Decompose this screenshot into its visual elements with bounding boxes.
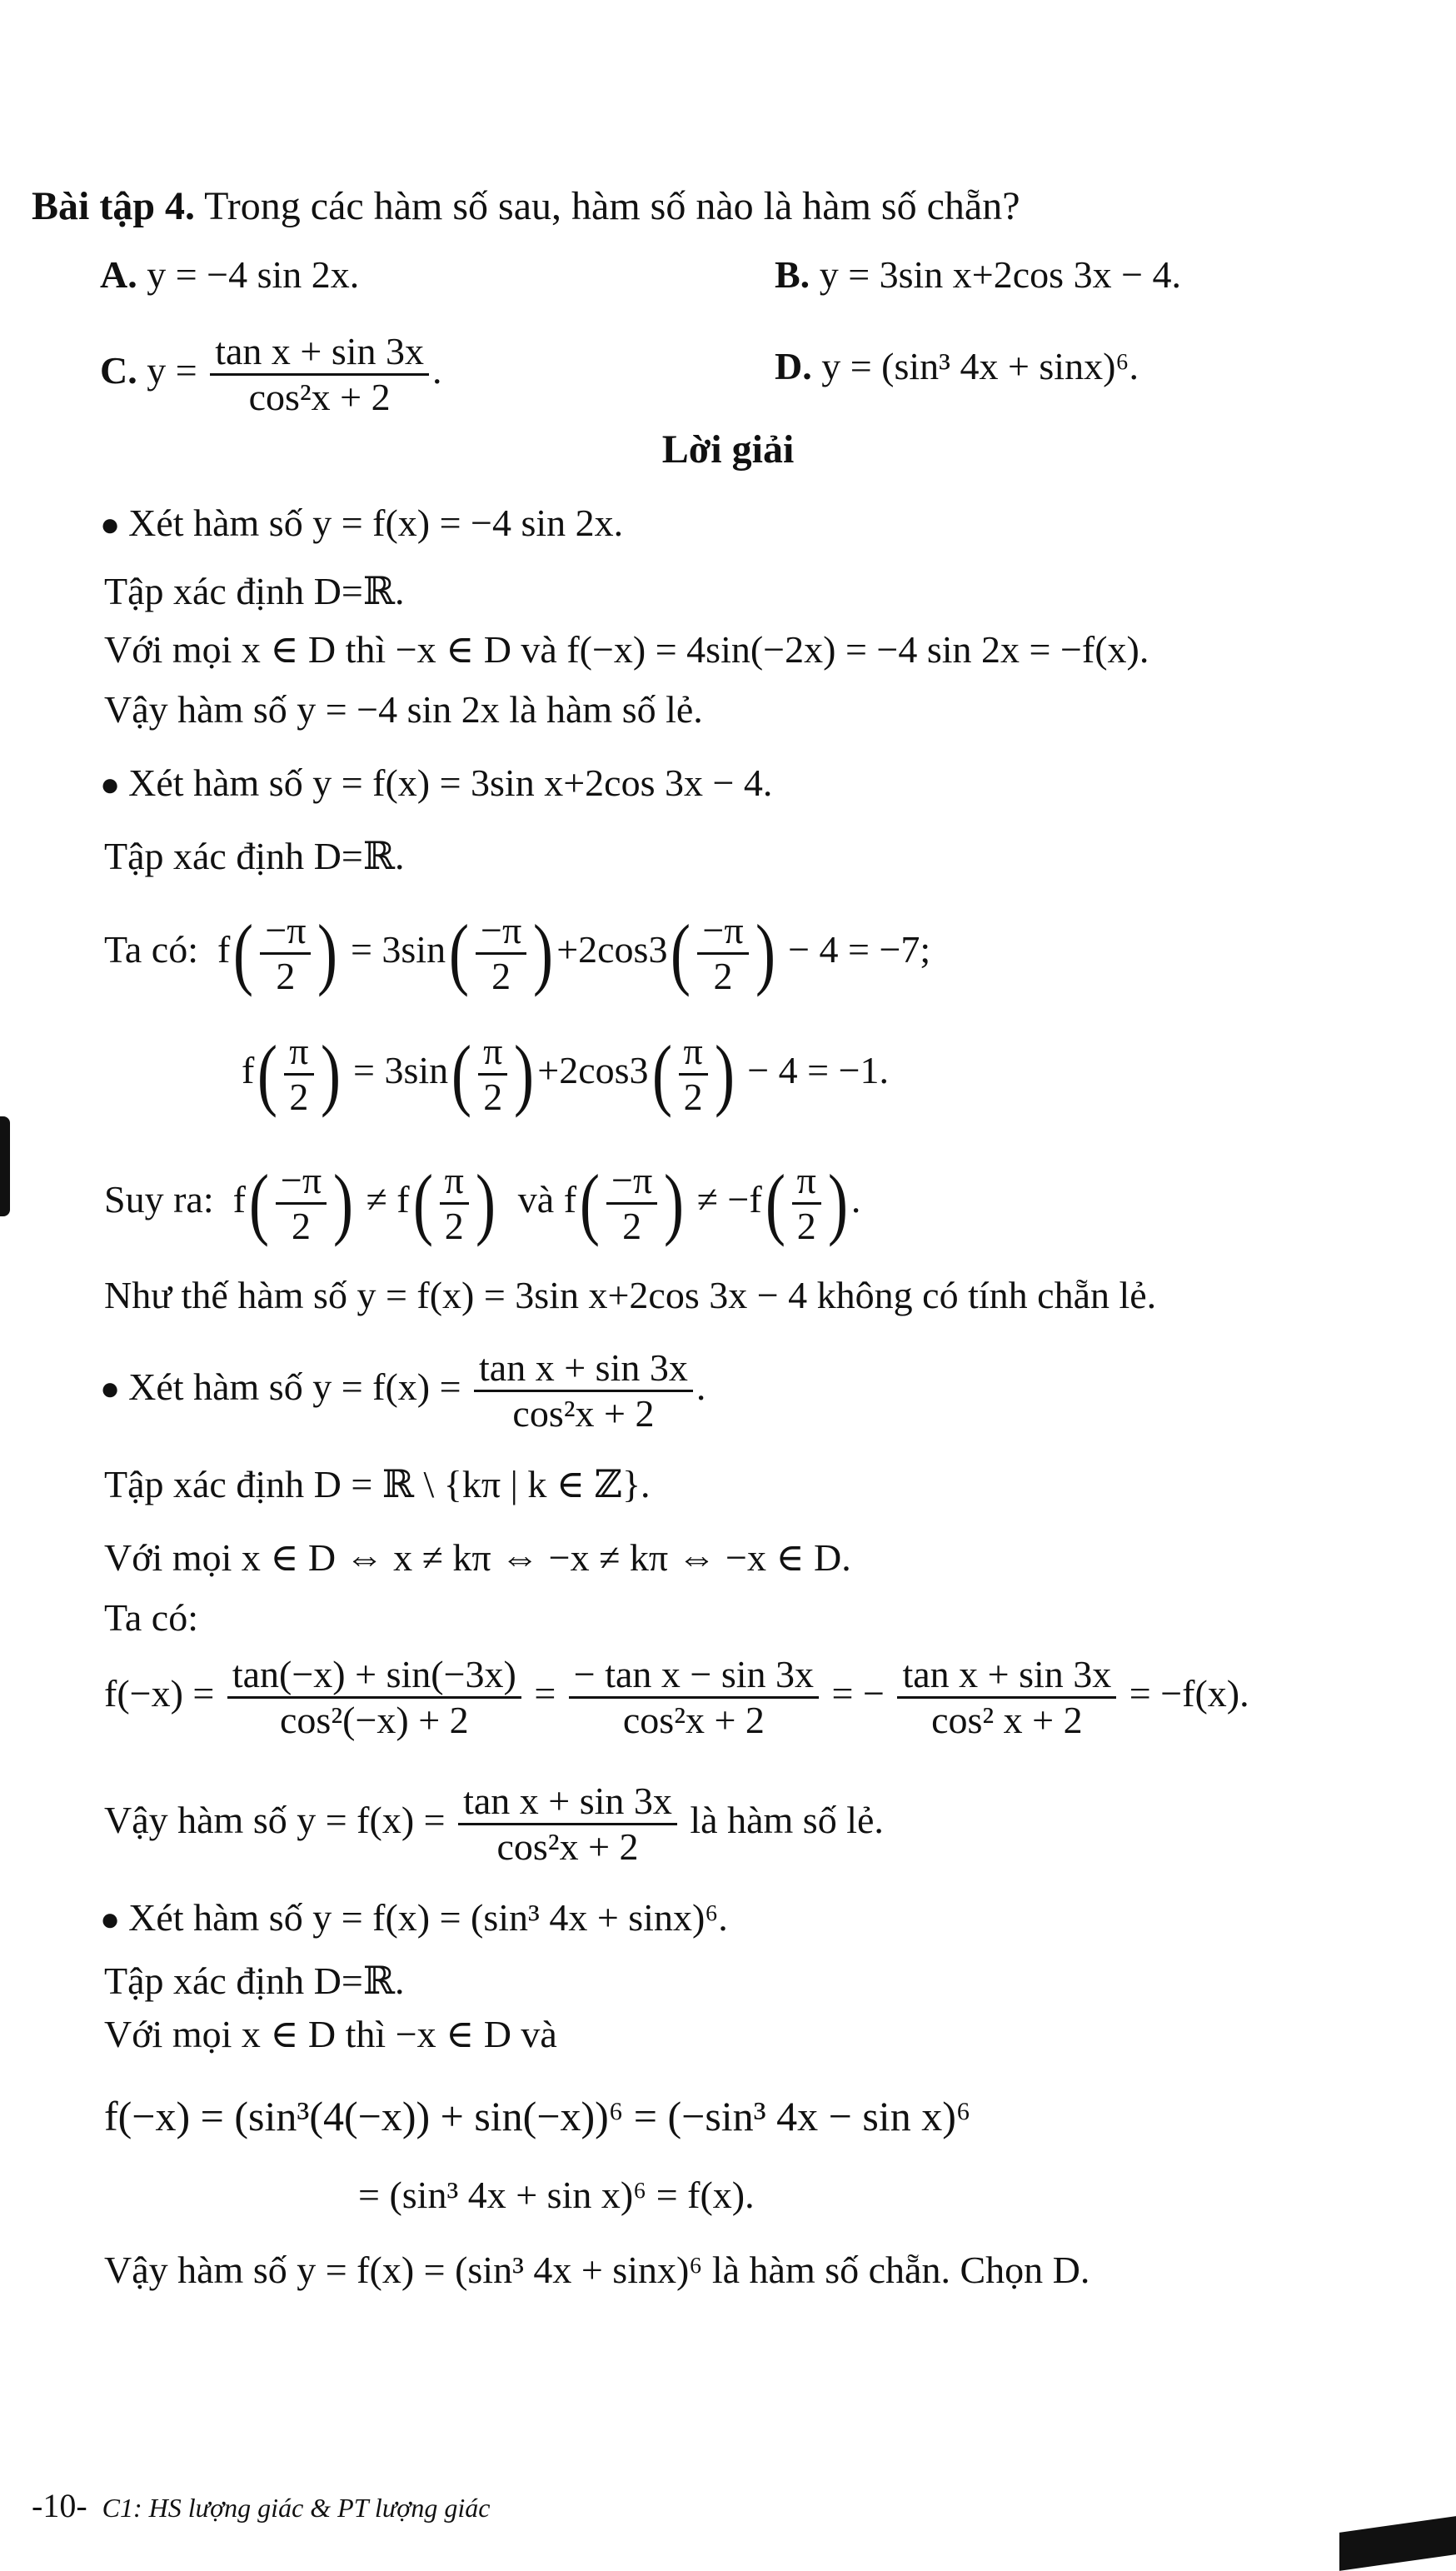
bullet-icon: ● (100, 1900, 121, 1938)
frac-pi-over-2 (440, 1159, 469, 1248)
option-c-fraction (210, 330, 429, 419)
case2-l1-b: = 3sin (350, 928, 446, 971)
paren-right: ) (664, 1158, 685, 1248)
option-c-label: C. (100, 349, 137, 392)
case2-l1-c: +2cos3 (556, 928, 668, 971)
exercise-label: Bài tập 4. (32, 184, 196, 228)
frac-neg-pi-over-2 (697, 909, 748, 998)
paren-left: ( (257, 1029, 278, 1119)
option-a-label: A. (100, 253, 137, 296)
case3-domain: Tập xác định D = ℝ \ {kπ | k ∈ ℤ}. (104, 1463, 651, 1505)
case2-heading-text: Xét hàm số y = f(x) = 3sin x+2cos 3x − 4. (128, 761, 773, 804)
case2-l2-b: = 3sin (353, 1049, 449, 1091)
frac-num: −π (260, 909, 311, 955)
case2-conclusion: Như thế hàm số y = f(x) = 3sin x+2cos 3x − 4 không có tính chẵn lẻ. (104, 1274, 1157, 1316)
frac-den: cos²(−x) + 2 (280, 1698, 469, 1741)
case2-s-va: và f (517, 1178, 577, 1221)
bullet-icon: ● (100, 766, 121, 803)
case3-eq-eq1: = (534, 1672, 556, 1715)
case4-line1: f(−x) = (sin³(4(−x)) + sin(−x))⁶ = (−sin³ 4x − sin x)⁶ (104, 2093, 971, 2139)
frac-num: tan x + sin 3x (474, 1346, 693, 1392)
paren-right: ) (533, 908, 554, 998)
case3-equation (104, 1640, 1249, 1748)
page-number: -10- (32, 2487, 87, 2524)
case4-conclusion: Vậy hàm số y = f(x) = (sin³ 4x + sinx)⁶ là hàm số chẵn. Chọn D. (104, 2249, 1090, 2291)
paren-left: ( (651, 1029, 672, 1119)
case3-conc-pre: Vậy hàm số y = f(x) = (104, 1799, 446, 1841)
paren-left: ( (451, 1029, 472, 1119)
case1-check: Với mọi x ∈ D thì −x ∈ D và f(−x) = 4sin(−2x) = −4 sin 2x = −f(x). (104, 628, 1149, 671)
frac-den: cos²x + 2 (512, 1391, 655, 1435)
paren-right: ) (714, 1029, 735, 1119)
case1-conclusion: Vậy hàm số y = −4 sin 2x là hàm số lẻ. (104, 688, 703, 731)
case2-domain: Tập xác định D=ℝ. (104, 835, 405, 877)
frac-num: − tan x − sin 3x (569, 1653, 819, 1699)
frac-neg-pi-over-2 (476, 909, 526, 998)
option-a-text: y = −4 sin 2x. (147, 253, 360, 296)
case4-heading (100, 1893, 728, 1944)
paren-right: ) (317, 908, 338, 998)
case2-l2-d: − 4 = −1. (747, 1049, 890, 1091)
frac-num: π (792, 1159, 821, 1205)
paren-left: ( (248, 1158, 269, 1248)
frac-neg-pi-over-2 (260, 909, 311, 998)
case3-heading-fraction (474, 1346, 693, 1435)
option-b-label: B. (775, 253, 810, 296)
page-footer (32, 2483, 490, 2531)
case2-l1-d: − 4 = −7; (788, 928, 931, 971)
frac-num: tan x + sin 3x (458, 1780, 677, 1825)
case2-line2 (242, 1012, 889, 1129)
paren-right: ) (475, 1158, 496, 1248)
option-d (775, 342, 1139, 392)
case3-eq-frac1 (227, 1653, 521, 1742)
paren-left: ( (233, 908, 254, 998)
frac-neg-pi-over-2 (276, 1159, 327, 1248)
case3-conc-post: là hàm số lẻ. (690, 1799, 884, 1841)
option-c-pre: y = (147, 349, 197, 392)
paren-left: ( (580, 1158, 601, 1248)
case4-domain: Tập xác định D=ℝ. (104, 1959, 405, 2002)
case3-eq-frac3 (897, 1653, 1116, 1742)
binding-shadow (0, 1116, 10, 1216)
frac-num: tan(−x) + sin(−3x) (227, 1653, 521, 1699)
case2-s-end: . (850, 1178, 861, 1221)
case2-s-neq2: ≠ −f (696, 1178, 762, 1221)
exercise-question-line (32, 182, 1020, 232)
option-b (775, 250, 1181, 300)
frac-neg-pi-over-2 (606, 1159, 657, 1248)
case3-heading (100, 1333, 706, 1443)
paren-left: ( (449, 908, 470, 998)
frac-num: π (440, 1159, 469, 1205)
case3-conclusion (104, 1766, 884, 1875)
case2-line1 (104, 891, 930, 1008)
paren-left: ( (765, 1158, 785, 1248)
option-a (100, 250, 359, 300)
case2-heading (100, 758, 772, 810)
case2-suyra-label: Suy ra: (104, 1178, 214, 1221)
chapter-title: C1: HS lượng giác & PT lượng giác (102, 2493, 491, 2523)
frac-den: 2 (683, 1075, 703, 1118)
case4-heading-text: Xét hàm số y = f(x) = (sin³ 4x + sinx)⁶. (128, 1896, 728, 1939)
frac-num: π (284, 1030, 313, 1076)
case1-heading (100, 498, 623, 550)
frac-pi-over-2 (792, 1159, 821, 1248)
frac-num: −π (606, 1159, 657, 1205)
case3-taco: Ta có: (104, 1596, 199, 1639)
option-c-post: . (432, 349, 442, 392)
frac-pi-over-2 (478, 1030, 507, 1119)
case2-taco: Ta có: (104, 928, 199, 971)
bullet-icon: ● (100, 506, 121, 543)
case3-conc-fraction (458, 1780, 677, 1869)
case1-domain: Tập xác định D=ℝ. (104, 570, 405, 612)
paren-right: ) (320, 1029, 341, 1119)
case4-line2: = (sin³ 4x + sin x)⁶ = f(x). (358, 2174, 755, 2216)
frac-den: 2 (276, 954, 296, 997)
frac-num: tan x + sin 3x (897, 1653, 1116, 1699)
frac-pi-over-2 (679, 1030, 708, 1119)
case2-s-neq1: ≠ f (366, 1178, 410, 1221)
frac-den: 2 (483, 1075, 503, 1118)
frac-den: cos² x + 2 (931, 1698, 1083, 1741)
frac-num: π (679, 1030, 708, 1076)
option-d-label: D. (775, 345, 812, 387)
paren-right: ) (333, 1158, 354, 1248)
frac-den: 2 (444, 1204, 464, 1247)
option-b-text: y = 3sin x+2cos 3x − 4. (819, 253, 1182, 296)
option-c-numerator: tan x + sin 3x (210, 330, 429, 376)
frac-den: 2 (289, 1075, 309, 1118)
paren-left: ( (412, 1158, 433, 1248)
case2-l1-f: f (217, 928, 231, 971)
bullet-icon: ● (100, 1370, 121, 1407)
case3-eq-eq2: = − (831, 1672, 885, 1715)
exercise-question: Trong các hàm số sau, hàm số nào là hàm số chẵn? (204, 184, 1020, 228)
frac-den: 2 (622, 1204, 642, 1247)
case3-heading-pre: Xét hàm số y = f(x) = (128, 1365, 461, 1408)
case2-l2-f: f (242, 1049, 255, 1091)
frac-num: π (478, 1030, 507, 1076)
case4-check: Với mọi x ∈ D thì −x ∈ D và (104, 2013, 557, 2055)
frac-num: −π (276, 1159, 327, 1205)
case2-l2-c: +2cos3 (537, 1049, 649, 1091)
frac-den: 2 (713, 954, 733, 997)
solution-title: Lời giải (661, 427, 795, 472)
case2-suyra (104, 1141, 860, 1258)
option-d-text: y = (sin³ 4x + sinx)⁶. (821, 345, 1139, 387)
frac-num: −π (476, 909, 526, 955)
option-c-denominator: cos²x + 2 (248, 375, 391, 418)
frac-num: −π (697, 909, 748, 955)
paren-left: ( (671, 908, 691, 998)
case3-eq-end: = −f(x). (1129, 1672, 1249, 1715)
frac-den: 2 (491, 954, 511, 997)
frac-den: cos²x + 2 (496, 1825, 639, 1868)
case3-eq-frac2 (569, 1653, 819, 1742)
frac-den: 2 (291, 1204, 311, 1247)
case3-eq-lhs: f(−x) = (104, 1672, 215, 1715)
frac-den: cos²x + 2 (622, 1698, 765, 1741)
case1-heading-text: Xét hàm số y = f(x) = −4 sin 2x. (128, 502, 624, 544)
paren-right: ) (755, 908, 775, 998)
option-c (100, 321, 442, 421)
paren-right: ) (514, 1029, 535, 1119)
case3-heading-post: . (696, 1365, 706, 1408)
paren-right: ) (827, 1158, 848, 1248)
frac-pi-over-2 (284, 1030, 313, 1119)
case2-s-f1: f (232, 1178, 246, 1221)
case3-check: Với mọi x ∈ D ⇔ x ≠ kπ ⇔ −x ≠ kπ ⇔ −x ∈ D. (104, 1536, 851, 1579)
frac-den: 2 (796, 1204, 816, 1247)
